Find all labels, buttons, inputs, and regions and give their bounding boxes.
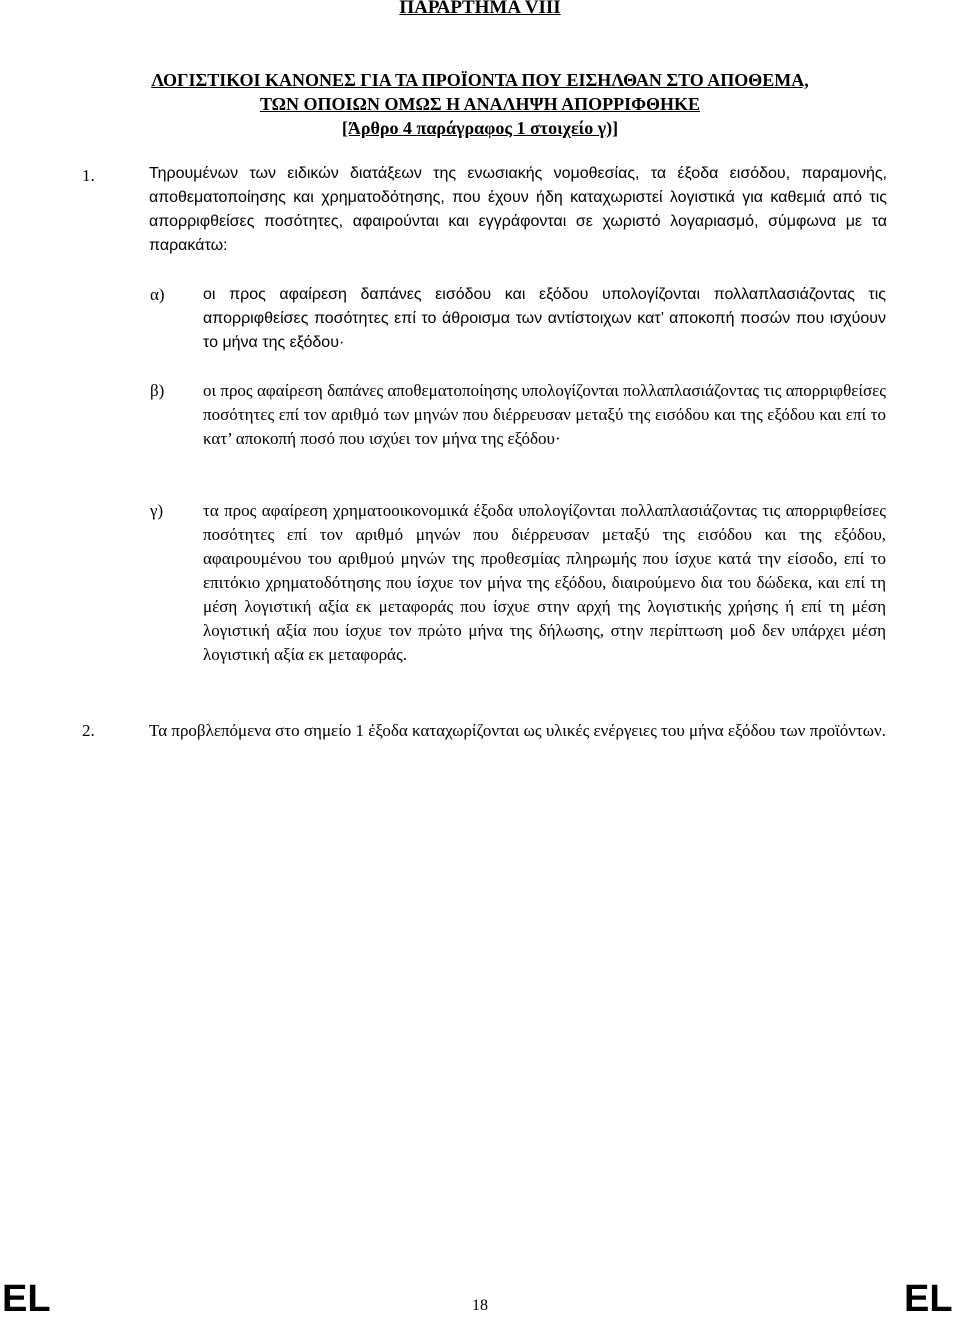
item-gamma-label: γ): [150, 501, 164, 520]
annex-title: ΠΑΡΑΡΤΗΜΑ VIII: [399, 0, 561, 18]
document-heading: [0, 68, 960, 140]
footer-language-right: EL: [904, 1278, 953, 1320]
heading-line-3: [Άρθρο 4 παράγραφος 1 στοιχείο γ)]: [341, 118, 619, 138]
page-number: 18: [472, 1297, 488, 1314]
paragraph-1-text: Τηρουμένων των ειδικών διατάξεων της ενωσιακής νομοθεσίας, τα έξοδα εισόδου, παραμονής, αποθεματοποίησης και χρηματοδότησης, που έχουν ήδη καταχωριστεί λογιστικά για καθεμιά από τις απορριφθείσες ποσότητες, αφαιρούνται και εγγράφονται σε χωριστό λογαριασμό, σύμφωνα με τα παρακάτω:: [149, 165, 887, 254]
item-alpha-label: α): [150, 285, 165, 304]
item-gamma-text: τα προς αφαίρεση χρηματοοικονομικά έξοδα υπολογίζονται πολλαπλασιάζοντας τις απορριφθείσες ποσότητες επί τον αριθμό μηνών που διέρρευσαν μεταξύ της εισόδου και της εξόδου, αφαιρουμένου του αριθμού μηνών της προθεσμίας πληρωμής που ίσχυε κατά την είσοδο, επί το επιτόκιο χρηματοδότησης που ίσχυε τον μήνα της εξόδου, διαιρούμενο δια του δώδεκα, και επί τη μέση λογιστική αξία εκ μεταφοράς που ίσχυε στην αρχή της λογιστικής χρήσης ή επί τη μέση λογιστική αξία που ίσχυε τον πρώτο μήνα της δήλωσης, στην περίπτωση μοδ δεν υπάρχει μέση λογιστική αξία εκ μεταφοράς.: [203, 501, 886, 664]
heading-line-2: ΤΩΝ ΟΠΟΙΩΝ ΟΜΩΣ Η ΑΝΑΛΗΨΗ ΑΠΟΡΡΙΦΘΗΚΕ: [259, 94, 701, 114]
footer-language-left: EL: [2, 1278, 51, 1320]
paragraph-2-number: 2.: [82, 721, 95, 740]
item-beta-text: οι προς αφαίρεση δαπάνες αποθεματοποίησης υπολογίζονται πολλαπλασιάζοντας τις απορριφθείσες ποσότητες επί τον αριθμό των μηνών που διέρρευσαν μεταξύ της εισόδου και της εξόδου και επί το κατ’ αποκοπή ποσό που ισχύει τον μήνα της εξόδου·: [203, 381, 886, 448]
item-alpha-text: οι προς αφαίρεση δαπάνες εισόδου και εξόδου υπολογίζονται πολλαπλασιάζοντας τις απορριφθείσες ποσότητες επί το άθροισμα των αντίστοιχων κατ’ αποκοπή ποσών που ισχύουν το μήνα της εξόδου·: [203, 286, 886, 351]
heading-line-1: ΛΟΓΙΣΤΙΚΟΙ ΚΑΝΟΝΕΣ ΓΙΑ ΤΑ ΠΡΟΪΟΝΤΑ ΠΟΥ ΕΙΣΗΛΘΑΝ ΣΤΟ ΑΠΟΘΕΜΑ,: [151, 70, 809, 90]
paragraph-2-text: Τα προβλεπόμενα στο σημείο 1 έξοδα καταχωρίζονται ως υλικές ενέργειες του μήνα εξόδου των προϊόντων.: [149, 721, 886, 740]
item-beta-label: β): [150, 381, 165, 400]
paragraph-1-number: 1.: [82, 166, 95, 185]
